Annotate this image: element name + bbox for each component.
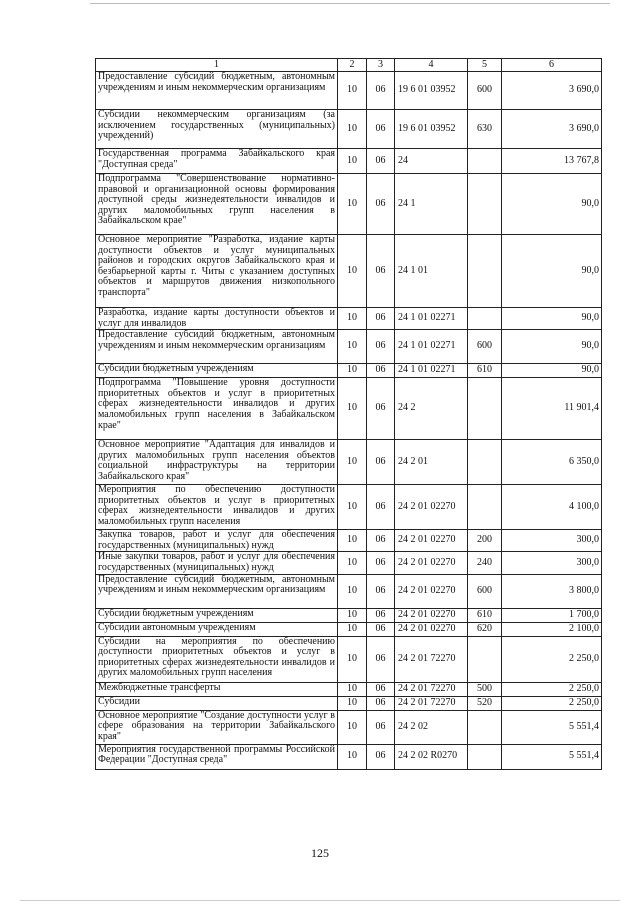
subsection-code-cell: 06 bbox=[367, 608, 395, 622]
target-article-cell: 24 2 02 R0270 bbox=[395, 744, 468, 769]
expense-type-cell bbox=[468, 485, 502, 530]
amount-cell: 5 551,4 bbox=[502, 710, 602, 744]
amount-cell: 3 800,0 bbox=[502, 574, 602, 608]
page-number: 125 bbox=[311, 846, 329, 860]
table-row bbox=[96, 636, 602, 682]
expense-type-cell: 200 bbox=[468, 530, 502, 552]
section-code-cell: 10 bbox=[338, 636, 367, 682]
section-code-cell: 10 bbox=[338, 440, 367, 485]
target-article-cell: 24 2 01 02270 bbox=[395, 574, 468, 608]
header-col-2: 2 bbox=[338, 59, 367, 72]
expense-type-cell: 600 bbox=[468, 72, 502, 110]
amount-cell: 90,0 bbox=[502, 330, 602, 364]
table-row bbox=[96, 530, 602, 552]
row-name-cell: Мероприятия государственной программы Российской Федерации "Доступная среда" bbox=[96, 744, 338, 769]
section-code-cell: 10 bbox=[338, 574, 367, 608]
table-row bbox=[96, 72, 602, 110]
subsection-code-cell: 06 bbox=[367, 330, 395, 364]
section-code-cell: 10 bbox=[338, 174, 367, 235]
row-name-cell: Государственная программа Забайкальского края "Доступная среда" bbox=[96, 149, 338, 174]
amount-cell: 13 767,8 bbox=[502, 149, 602, 174]
target-article-cell: 24 1 01 02271 bbox=[395, 364, 468, 378]
section-code-cell: 10 bbox=[338, 149, 367, 174]
row-name-cell: Закупка товаров, работ и услуг для обеспечения государственных (муниципальных) нужд bbox=[96, 530, 338, 552]
expense-type-cell bbox=[468, 636, 502, 682]
amount-cell: 90,0 bbox=[502, 364, 602, 378]
table-row bbox=[96, 330, 602, 364]
row-name-cell: Основное мероприятие "Разработка, издание карты доступности объектов и услуг муниципальных районов и городских округов Забайкальского края и безбарьерной карты г. Читы с указанием доступных объектов и маршрутов движения низкопольного транспорта" bbox=[96, 235, 338, 308]
target-article-cell: 24 2 01 bbox=[395, 440, 468, 485]
table-row bbox=[96, 552, 602, 574]
table-row bbox=[96, 440, 602, 485]
expense-type-cell: 600 bbox=[468, 574, 502, 608]
section-code-cell: 10 bbox=[338, 622, 367, 636]
amount-cell: 3 690,0 bbox=[502, 110, 602, 149]
subsection-code-cell: 06 bbox=[367, 440, 395, 485]
target-article-cell: 24 2 bbox=[395, 378, 468, 440]
table-header-row bbox=[96, 59, 602, 72]
table-row bbox=[96, 744, 602, 769]
section-code-cell: 10 bbox=[338, 330, 367, 364]
subsection-code-cell: 06 bbox=[367, 378, 395, 440]
expense-type-cell bbox=[468, 710, 502, 744]
row-name-cell: Предоставление субсидий бюджетным, автономным учреждениям и иным некоммерческим организациям bbox=[96, 574, 338, 608]
subsection-code-cell: 06 bbox=[367, 110, 395, 149]
section-code-cell: 10 bbox=[338, 552, 367, 574]
table-row bbox=[96, 364, 602, 378]
subsection-code-cell: 06 bbox=[367, 530, 395, 552]
section-code-cell: 10 bbox=[338, 682, 367, 696]
amount-cell: 6 350,0 bbox=[502, 440, 602, 485]
subsection-code-cell: 06 bbox=[367, 622, 395, 636]
table-row bbox=[96, 110, 602, 149]
table-row bbox=[96, 378, 602, 440]
section-code-cell: 10 bbox=[338, 72, 367, 110]
table-row bbox=[96, 622, 602, 636]
table-body bbox=[96, 72, 602, 770]
subsection-code-cell: 06 bbox=[367, 682, 395, 696]
amount-cell: 90,0 bbox=[502, 174, 602, 235]
target-article-cell: 24 2 01 02270 bbox=[395, 485, 468, 530]
target-article-cell: 19 6 01 03952 bbox=[395, 110, 468, 149]
row-name-cell: Межбюджетные трансферты bbox=[96, 682, 338, 696]
expense-type-cell bbox=[468, 744, 502, 769]
subsection-code-cell: 06 bbox=[367, 485, 395, 530]
section-code-cell: 10 bbox=[338, 235, 367, 308]
expense-type-cell bbox=[468, 378, 502, 440]
table-row bbox=[96, 682, 602, 696]
subsection-code-cell: 06 bbox=[367, 574, 395, 608]
target-article-cell: 24 1 bbox=[395, 174, 468, 235]
expense-type-cell bbox=[468, 174, 502, 235]
subsection-code-cell: 06 bbox=[367, 174, 395, 235]
row-name-cell: Подпрограмма "Повышение уровня доступности приоритетных объектов и услуг в приоритетных сферах жизнедеятельности инвалидов и других маломобильных групп населения в Забайкальском крае" bbox=[96, 378, 338, 440]
expense-type-cell bbox=[468, 235, 502, 308]
expense-type-cell: 600 bbox=[468, 330, 502, 364]
table-row bbox=[96, 308, 602, 330]
row-name-cell: Субсидии бюджетным учреждениям bbox=[96, 364, 338, 378]
subsection-code-cell: 06 bbox=[367, 308, 395, 330]
target-article-cell: 24 2 01 72270 bbox=[395, 696, 468, 710]
expense-type-cell: 520 bbox=[468, 696, 502, 710]
expense-type-cell: 500 bbox=[468, 682, 502, 696]
section-code-cell: 10 bbox=[338, 696, 367, 710]
subsection-code-cell: 06 bbox=[367, 552, 395, 574]
amount-cell: 300,0 bbox=[502, 530, 602, 552]
row-name-cell: Мероприятия по обеспечению доступности приоритетных объектов и услуг в приоритетных сферах жизнедеятельности инвалидов и других маломобильных групп населения bbox=[96, 485, 338, 530]
target-article-cell: 24 2 01 02270 bbox=[395, 530, 468, 552]
amount-cell: 300,0 bbox=[502, 552, 602, 574]
header-col-4: 4 bbox=[395, 59, 468, 72]
section-code-cell: 10 bbox=[338, 608, 367, 622]
section-code-cell: 10 bbox=[338, 485, 367, 530]
header-col-6: 6 bbox=[502, 59, 602, 72]
amount-cell: 2 100,0 bbox=[502, 622, 602, 636]
section-code-cell: 10 bbox=[338, 530, 367, 552]
target-article-cell: 24 2 01 02270 bbox=[395, 552, 468, 574]
subsection-code-cell: 06 bbox=[367, 710, 395, 744]
expense-type-cell: 610 bbox=[468, 608, 502, 622]
expense-type-cell: 630 bbox=[468, 110, 502, 149]
budget-table bbox=[95, 58, 602, 770]
row-name-cell: Субсидии автономным учреждениям bbox=[96, 622, 338, 636]
expense-type-cell: 620 bbox=[468, 622, 502, 636]
target-article-cell: 19 6 01 03952 bbox=[395, 72, 468, 110]
target-article-cell: 24 1 01 02271 bbox=[395, 308, 468, 330]
target-article-cell: 24 2 01 02270 bbox=[395, 608, 468, 622]
expense-type-cell bbox=[468, 308, 502, 330]
section-code-cell: 10 bbox=[338, 744, 367, 769]
row-name-cell: Основное мероприятие "Создание доступности услуг в сфере образования на территории Забайкальского края" bbox=[96, 710, 338, 744]
row-name-cell: Разработка, издание карты доступности объектов и услуг для инвалидов bbox=[96, 308, 338, 330]
amount-cell: 3 690,0 bbox=[502, 72, 602, 110]
expense-type-cell: 610 bbox=[468, 364, 502, 378]
amount-cell: 2 250,0 bbox=[502, 636, 602, 682]
table-row bbox=[96, 696, 602, 710]
section-code-cell: 10 bbox=[338, 710, 367, 744]
table-row bbox=[96, 149, 602, 174]
target-article-cell: 24 2 02 bbox=[395, 710, 468, 744]
table-row bbox=[96, 574, 602, 608]
scan-line-top bbox=[90, 3, 610, 4]
table-row bbox=[96, 710, 602, 744]
row-name-cell: Субсидии некоммерческим организациям (за исключением государственных (муниципальных) учреждений) bbox=[96, 110, 338, 149]
section-code-cell: 10 bbox=[338, 308, 367, 330]
amount-cell: 5 551,4 bbox=[502, 744, 602, 769]
amount-cell: 90,0 bbox=[502, 235, 602, 308]
subsection-code-cell: 06 bbox=[367, 636, 395, 682]
amount-cell: 2 250,0 bbox=[502, 696, 602, 710]
header-col-3: 3 bbox=[367, 59, 395, 72]
expense-type-cell bbox=[468, 440, 502, 485]
table-row bbox=[96, 608, 602, 622]
subsection-code-cell: 06 bbox=[367, 696, 395, 710]
row-name-cell: Субсидии на мероприятия по обеспечению доступности приоритетных объектов и услуг в приоритетных сферах жизнедеятельности инвалидов и других маломобильных групп населения bbox=[96, 636, 338, 682]
subsection-code-cell: 06 bbox=[367, 364, 395, 378]
header-col-1: 1 bbox=[96, 59, 338, 72]
expense-type-cell bbox=[468, 149, 502, 174]
budget-table-container bbox=[95, 58, 601, 770]
target-article-cell: 24 1 01 02271 bbox=[395, 330, 468, 364]
row-name-cell: Субсидии бюджетным учреждениям bbox=[96, 608, 338, 622]
row-name-cell: Предоставление субсидий бюджетным, автономным учреждениям и иным некоммерческим организациям bbox=[96, 330, 338, 364]
subsection-code-cell: 06 bbox=[367, 744, 395, 769]
amount-cell: 2 250,0 bbox=[502, 682, 602, 696]
amount-cell: 4 100,0 bbox=[502, 485, 602, 530]
target-article-cell: 24 1 01 bbox=[395, 235, 468, 308]
scan-line-bottom bbox=[20, 900, 620, 901]
amount-cell: 1 700,0 bbox=[502, 608, 602, 622]
row-name-cell: Иные закупки товаров, работ и услуг для обеспечения государственных (муниципальных) нужд bbox=[96, 552, 338, 574]
expense-type-cell: 240 bbox=[468, 552, 502, 574]
header-col-5: 5 bbox=[468, 59, 502, 72]
section-code-cell: 10 bbox=[338, 378, 367, 440]
row-name-cell: Субсидии bbox=[96, 696, 338, 710]
row-name-cell: Основное мероприятие "Адаптация для инвалидов и других маломобильных групп населения объектов социальной инфраструктуры на территории Забайкальского края" bbox=[96, 440, 338, 485]
amount-cell: 11 901,4 bbox=[502, 378, 602, 440]
row-name-cell: Подпрограмма "Совершенствование нормативно-правовой и организационной основы формирования доступной среды жизнедеятельности инвалидов и других маломобильных групп населения в Забайкальском крае" bbox=[96, 174, 338, 235]
subsection-code-cell: 06 bbox=[367, 72, 395, 110]
subsection-code-cell: 06 bbox=[367, 149, 395, 174]
table-row bbox=[96, 174, 602, 235]
section-code-cell: 10 bbox=[338, 110, 367, 149]
amount-cell: 90,0 bbox=[502, 308, 602, 330]
row-name-cell: Предоставление субсидий бюджетным, автономным учреждениям и иным некоммерческим организациям bbox=[96, 72, 338, 110]
target-article-cell: 24 2 01 72270 bbox=[395, 636, 468, 682]
target-article-cell: 24 bbox=[395, 149, 468, 174]
target-article-cell: 24 2 01 02270 bbox=[395, 622, 468, 636]
table-row bbox=[96, 235, 602, 308]
table-row bbox=[96, 485, 602, 530]
target-article-cell: 24 2 01 72270 bbox=[395, 682, 468, 696]
section-code-cell: 10 bbox=[338, 364, 367, 378]
subsection-code-cell: 06 bbox=[367, 235, 395, 308]
